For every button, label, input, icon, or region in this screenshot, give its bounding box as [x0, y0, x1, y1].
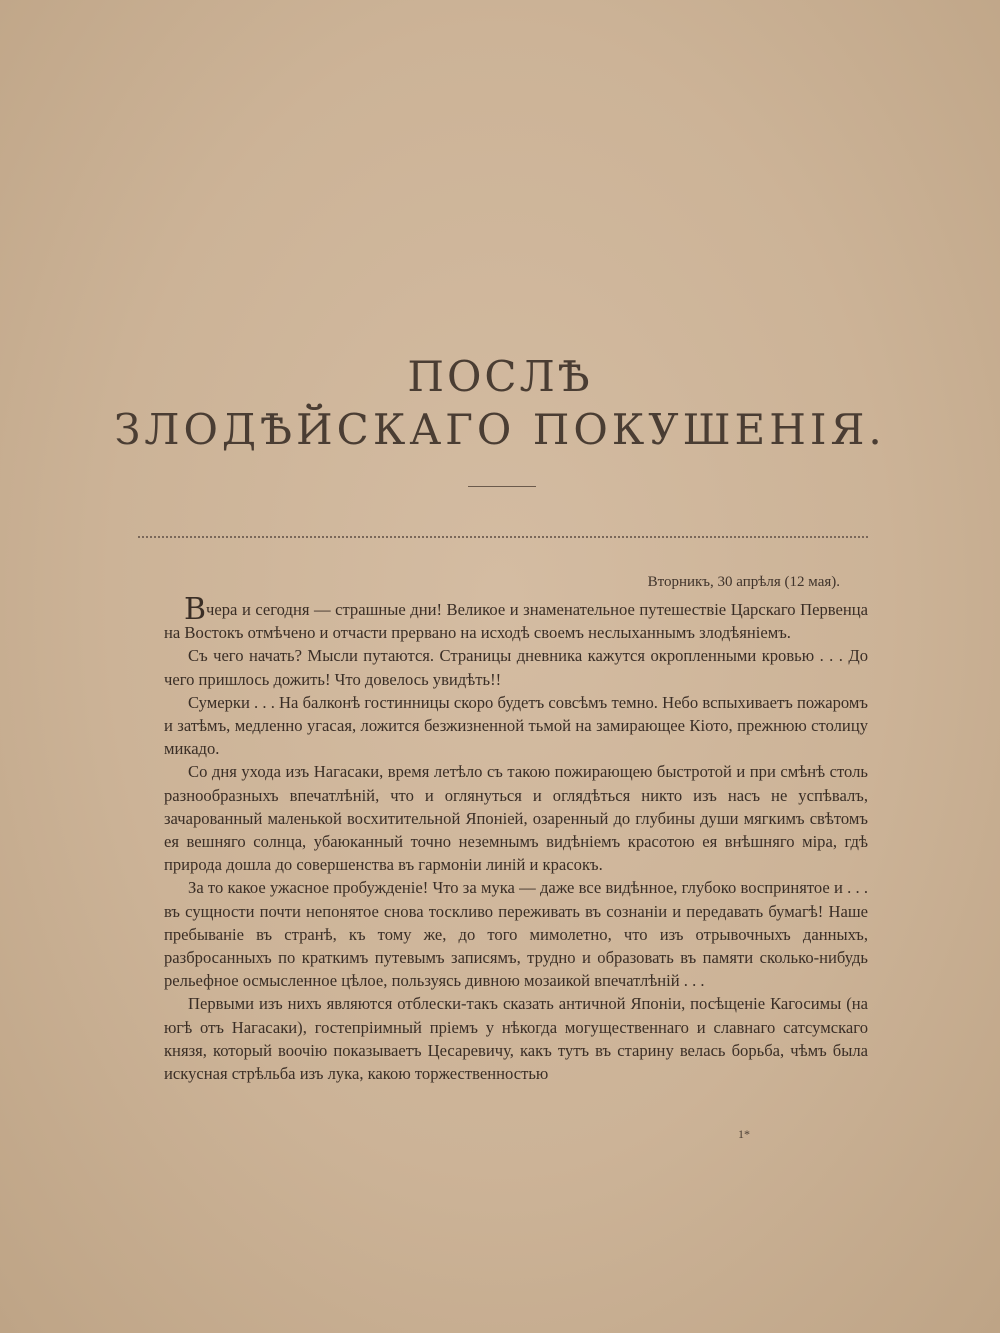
- body-text: [164, 592, 868, 1085]
- paragraph-text: чера и сегодня — страшные дни! Великое и знаменательное путешествіе Царскаго Первенца на Востокъ отмѣчено и отчасти прервано на исходѣ своемъ неслыханнымъ злодѣяніемъ.: [164, 600, 868, 643]
- title-line-1: ПОСЛѢ: [407, 352, 593, 401]
- drop-cap: В: [184, 592, 207, 627]
- dotted-separator: [138, 536, 868, 538]
- title-line-2: ЗЛОДѢЙСКАГО ПОКУШЕНІЯ.: [114, 405, 886, 454]
- signature-mark: 1*: [738, 1127, 750, 1141]
- title-rule: [468, 486, 536, 487]
- paragraph-2: Съ чего начать? Мысли путаются. Страницы дневника кажутся окропленными кровью . . . До чего пришлось дожить! Что довелось увидѣть!!: [164, 646, 868, 689]
- paragraph-6: Первыми изъ нихъ являются отблески-такъ сказать античной Японіи, посѣщеніе Кагосимы (на югѣ отъ Нагасаки), гостепріимный пріемъ у нѣкогда могущественнаго и славнаго сатсумскаго князя, который воочію показываетъ Цесаревичу, какъ тутъ въ старину велась борьба, чѣмъ была искусная стрѣльба изъ лука, какою торжественностью: [164, 994, 868, 1084]
- paragraph-5: За то какое ужасное пробужденіе! Что за мука — даже все видѣнное, глубоко воспринятое и . . . въ сущности почти непонятое снова тоскливо переживать въ сознаніи и передавать бумагѣ! Наше пребываніе въ странѣ, къ тому же, до того мимолетно, что изъ отрывочныхъ данныхъ, разбросанныхъ по краткимъ путевымъ записямъ, трудно и образовать въ памяти сколько-нибудь рельефное осмысленное цѣлое, пользуясь дивною мозаикой впечатлѣній . . .: [164, 878, 868, 991]
- paragraph-3: Сумерки . . . На балконѣ гостинницы скоро будетъ совсѣмъ темно. Небо вспыхиваетъ пожаромъ и затѣмъ, медленно угасая, ложится безжизненной тьмой на замирающее Кіото, прежнюю столицу микадо.: [164, 692, 868, 759]
- paragraph-1: [164, 592, 868, 644]
- diary-date: Вторникъ, 30 апрѣля (12 мая).: [647, 574, 840, 590]
- paragraph-4: Со дня ухода изъ Нагасаки, время летѣло съ такою пожирающею быстротой и при смѣнѣ столь разнообразныхъ впечатлѣній, что и оглянуться и оглядѣться никто изъ насъ не успѣвалъ, зачарованный маленькой восхитительной Японіей, озаренный до глубины души мягкимъ свѣтомъ ея вешняго солнца, убаюканный точно неземнымъ видѣніемъ красотою ея внѣшняго міра, гдѣ природа дошла до совершенства въ гармоніи линій и красокъ.: [164, 762, 868, 875]
